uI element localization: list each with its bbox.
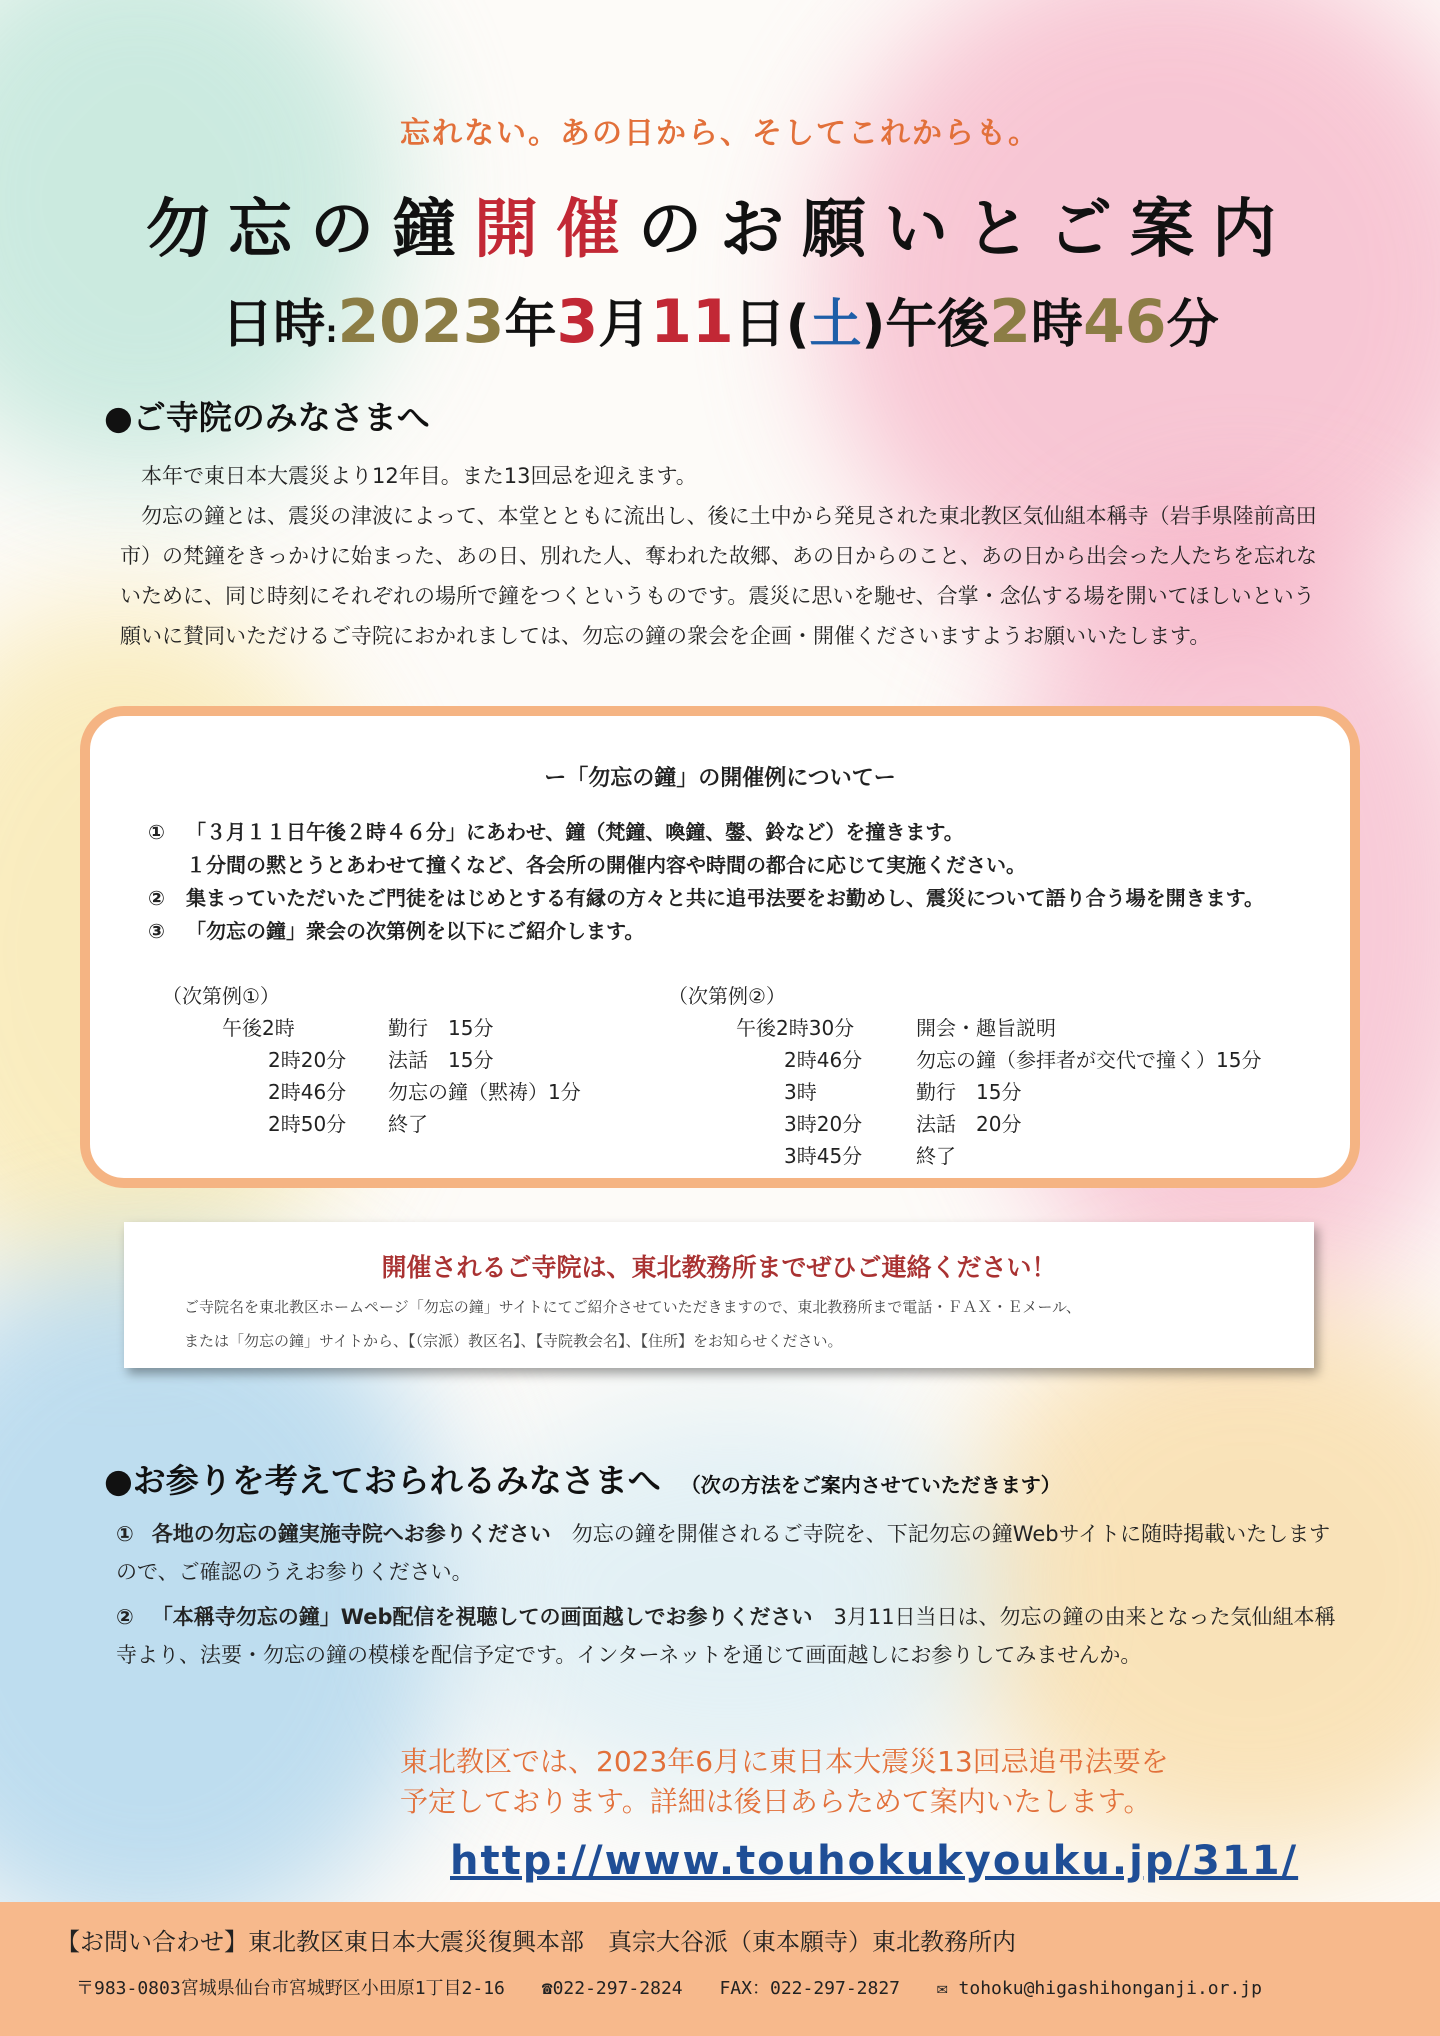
schedule-row: [162, 1044, 581, 1076]
contact-line-1: ご寺院名を東北教区ホームページ「勿忘の鐘」サイトにてご紹介させていただきますので、東北教務所まで電話・ＦＡＸ・Ｅメール、: [184, 1298, 1081, 1316]
visit-method-2: [116, 1598, 1346, 1674]
schedule-2-label: （次第例②）: [668, 984, 786, 1008]
schedule-1-label: （次第例①）: [162, 984, 280, 1008]
visitors-heading-row: [104, 1455, 1061, 1502]
schedule-time: 2時20分: [268, 1048, 347, 1072]
title-part-3: のお願いとご案内: [638, 193, 1294, 267]
year: 2023: [337, 287, 505, 357]
example-box-title: ー「勿忘の鐘」の開催例についてー: [544, 766, 896, 791]
hour-unit: 時: [1031, 295, 1084, 355]
schedule-row: [668, 1076, 1261, 1108]
list-item-number: [148, 849, 186, 882]
schedule-time: 3時20分: [784, 1112, 863, 1136]
schedule-event: 勤行 15分: [388, 1016, 494, 1040]
schedule-time: 3時: [784, 1080, 817, 1104]
minute-unit: 分: [1166, 295, 1219, 355]
tagline: 忘れない。あの日から、そしてこれからも。: [400, 116, 1040, 151]
month-unit: 月: [598, 295, 651, 355]
paren-close: ): [861, 295, 886, 355]
schedule-event: 勿忘の鐘（参拝者が交代で撞く）15分: [916, 1048, 1262, 1072]
list-item-text: 集まっていただいたご門徒をはじめとする有縁の方々と共に追弔法要をお勤めし、震災について語り合う場を開きます。: [186, 886, 1264, 910]
schedule-row: [162, 1108, 581, 1140]
schedule-time: 2時46分: [268, 1080, 347, 1104]
visitors-heading: ●お参りを考えておられるみなさまへ: [104, 1461, 661, 1500]
footer-address: 〒983-0803宮城県仙台市宮城野区小田原1丁目2-16: [76, 1978, 505, 1999]
schedule-event: 終了: [388, 1112, 428, 1136]
visit-method-number: ①: [116, 1522, 134, 1546]
day-unit: 日: [733, 295, 786, 355]
website-link[interactable]: http://www.touhokukyouku.jp/311/: [450, 1838, 1299, 1884]
schedule-event: 終了: [916, 1144, 956, 1168]
footer: [0, 1902, 1440, 2036]
contact-text: [184, 1290, 1284, 1358]
schedule-event: 法話 20分: [916, 1112, 1022, 1136]
list-item-text: 「３月１１日午後２時４６分」にあわせ、鐘（梵鐘、喚鐘、鏧、鈴など）を撞きます。: [186, 820, 964, 844]
temples-paragraph-1: 本年で東日本大震災より12年目。また13回忌を迎えます。: [141, 464, 697, 488]
list-item-text: １分間の黙とうとあわせて撞くなど、各会所の開催内容や時間の都合に応じて実施ください。: [186, 853, 1026, 877]
visit-method-text: 勿忘の鐘を開催されるご寺院を、下記勿忘の鐘Webサイトに随時掲載いたしますので、ご確認のうえお参りください。: [116, 1522, 1331, 1584]
visitors-subheading: （次の方法をご案内させていただきます）: [680, 1473, 1061, 1497]
schedule-row: [668, 1012, 1261, 1044]
list-item-text: 「勿忘の鐘」衆会の次第例を以下にご紹介します。: [186, 919, 645, 943]
example-list: [148, 816, 1328, 948]
example-box: [80, 706, 1360, 1188]
schedule-time: 2時46分: [784, 1048, 863, 1072]
temples-heading: ●ご寺院のみなさまへ: [104, 398, 430, 437]
pm-label: 午後: [885, 295, 990, 355]
footer-contact-info: [76, 1974, 1288, 2000]
footer-email[interactable]: ✉ tohoku@higashihonganji.or.jp: [936, 1978, 1262, 1999]
visit-method-lead: 各地の勿忘の鐘実施寺院へお参りください: [151, 1522, 551, 1546]
contact-heading: 開催されるご寺院は、東北教務所までぜひご連絡ください！: [381, 1253, 1057, 1282]
schedule-time: 2時50分: [268, 1112, 347, 1136]
schedule-row: [162, 1012, 581, 1044]
list-item: [148, 915, 1328, 948]
hour: 2: [989, 287, 1032, 357]
date-label: 日時: [221, 295, 326, 355]
year-unit: 年: [504, 295, 557, 355]
memorial-notice: [400, 1742, 1169, 1822]
footer-tel: ☎022-297-2824: [541, 1978, 683, 1999]
temples-paragraph-2: 勿忘の鐘とは、震災の津波によって、本堂とともに流出し、後に土中から発見された東北教区気仙組本稱寺（岩手県陸前高田市）の梵鐘をきっかけに始まった、あの日、別れた人、奪われた故郷、あの日からのこと、あの日から出会った人たちを忘れないために、同じ時刻にそれぞれの場所で鐘をつくというものです。震災に思いを馳せ、合掌・念仏する場を開いてほしいという願いに賛同いただけるご寺院におかれましては、勿忘の鐘の衆会を企画・開催くださいますようお願いいたします。: [120, 504, 1317, 648]
month: 3: [556, 287, 599, 357]
footer-fax: FAX：022-297-2827: [719, 1978, 901, 1999]
paren-open: (: [785, 295, 810, 355]
contact-line-2: または「勿忘の鐘」サイトから、【（宗派）教区名】、【寺院教会名】、【住所】をお知らせください。: [184, 1332, 843, 1350]
contact-request-card: [124, 1222, 1314, 1368]
schedule-row: [162, 1076, 581, 1108]
schedule-event: 勤行 15分: [916, 1080, 1022, 1104]
schedule-time: 午後2時: [222, 1016, 295, 1040]
day: 11: [650, 287, 734, 357]
schedule-row: [668, 1108, 1261, 1140]
list-item: [148, 816, 1328, 849]
schedule-row: [668, 1044, 1261, 1076]
list-item: [148, 849, 1328, 882]
schedule-time: 午後2時30分: [736, 1016, 855, 1040]
event-datetime: [0, 282, 1440, 357]
date-colon: :: [325, 315, 338, 350]
footer-inquiry: 【お問い合わせ】東北教区東日本大震災復興本部 真宗大谷派（東本願寺）東北教務所内: [56, 1928, 1016, 1956]
visit-method-lead: 「本稱寺勿忘の鐘」Web配信を視聴しての画面越しでお参りください: [151, 1605, 813, 1629]
schedule-event: 開会・趣旨説明: [916, 1016, 1056, 1040]
schedule-event: 法話 15分: [388, 1048, 494, 1072]
temples-intro: [120, 456, 1320, 656]
schedule-event: 勿忘の鐘（黙祷）1分: [388, 1080, 581, 1104]
title-part-2: 開催: [474, 193, 638, 267]
page-title: [0, 178, 1440, 270]
minute: 46: [1083, 287, 1167, 357]
list-item-number: ②: [148, 886, 165, 910]
visit-method-1: [116, 1515, 1346, 1591]
list-item-number: ③: [148, 919, 165, 943]
title-part-1: 勿忘の鐘: [146, 193, 474, 267]
schedule-time: 3時45分: [784, 1144, 863, 1168]
notice-line-1: 東北教区では、2023年6月に東日本大震災13回忌追弔法要を: [400, 1745, 1169, 1778]
list-item-number: ①: [148, 820, 165, 844]
schedule-example-2: [668, 980, 1261, 1172]
visit-method-number: ②: [116, 1605, 134, 1629]
visit-method-text: 3月11日当日は、勿忘の鐘の由来となった気仙組本稱寺より、法要・勿忘の鐘の模様を配信予定です。インターネットを通じて画面越しにお参りしてみませんか。: [116, 1605, 1336, 1667]
notice-line-2: 予定しております。詳細は後日あらためて案内いたします。: [400, 1785, 1152, 1818]
weekday: 土: [809, 295, 862, 355]
schedule-example-1: [162, 980, 581, 1140]
list-item: [148, 882, 1328, 915]
schedule-row: [668, 1140, 1261, 1172]
